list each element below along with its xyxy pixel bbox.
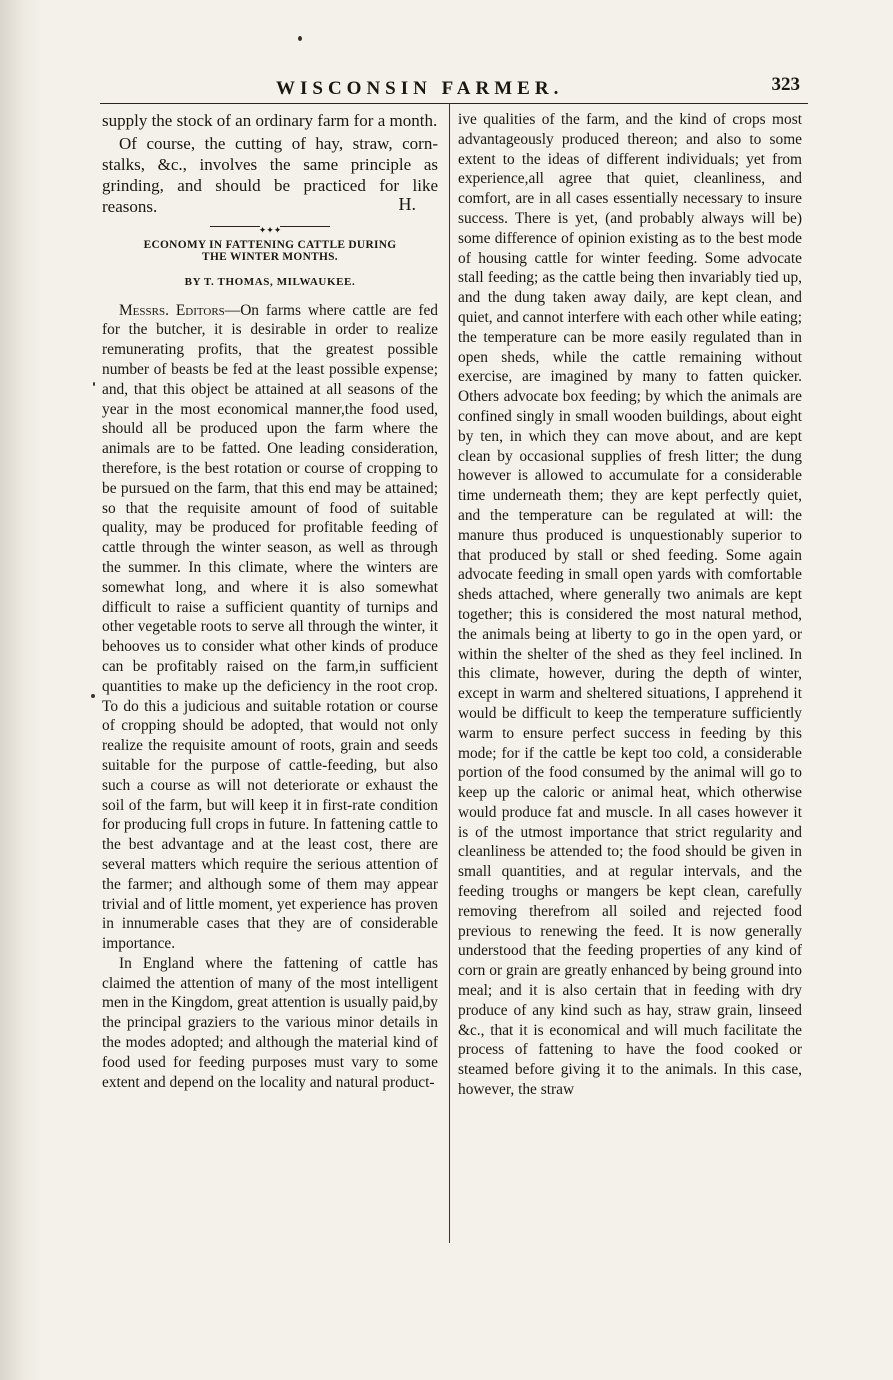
- article-title-line-1: ECONOMY IN FATTENING CATTLE DURING: [143, 238, 397, 251]
- ornament-rule-right: [280, 226, 330, 227]
- header-rule: [100, 103, 808, 104]
- article-byline: BY T. THOMAS, MILWAUKEE.: [184, 275, 356, 288]
- right-column: [458, 110, 802, 1100]
- column-divider: [449, 103, 450, 1243]
- ink-speck: [91, 694, 95, 698]
- ornament-rule-left: [210, 226, 260, 227]
- left-column: [102, 110, 438, 1092]
- running-title: WISCONSIN FARMER.: [276, 78, 564, 99]
- ornament-diamonds: ✦✦✦: [258, 224, 282, 235]
- continued-paragraph: supply the stock of an ordinary farm for a month.: [102, 111, 438, 130]
- ink-speck: [298, 36, 302, 41]
- article-paragraph: In England where the fattening of cattle has claimed the attention of many of the most intelligent men in the Kingdom, great attention is usually paid,by the principal graziers to the various minor details in the modes adopted; and although the material kind of food used for feeding purposes must vary to some extent and depend on the locality and natural product-: [102, 954, 438, 1091]
- page-binding-shadow: [0, 0, 42, 1380]
- section-ornament: [102, 221, 438, 235]
- continued-paragraph: Of course, the cutting of hay, straw, corn-stalks, &c., involves the same principle as grinding, and should be practiced for like reasons.: [102, 134, 438, 216]
- ink-speck: [93, 382, 95, 386]
- article-paragraph: [102, 301, 438, 954]
- signature: H.: [398, 194, 416, 214]
- paragraph-text: —On farms where cattle are fed for the butcher, it is desirable in order to realize remunerating profits, that the greatest possible number of beasts be fed at the least possible expense; and, that this object be attained at all seasons of the year in the most economical manner,the food used, should all be produced upon the farm where the animals are to be fatted. One leading consideration, therefore, is the best rotation or course of cropping to be pursued on the farm, that this end may be attained; so that the requisite amount of food of suitable quality, may be produced for profitable feeding of cattle through the winter season, as well as through the summer. In this climate, where the winters are somewhat long, and where it is also somewhat difficult to raise a sufficient quantity of turnips and other vegetable roots to serve all through the winter, it behooves us to consider what other kinds of produce can be profitably raised on the farm,in sufficient quantities to make up the deficiency in the root crop. To do this a judicious and suitable rotation or course of cropping should be adopted, that would not only realize the requisite amount of roots, grain and seeds suitable for the purpose of cattle-feeding, but also such a course as will not deteriorate or exhaust the soil of the farm, but will keep it in first-rate condition for producing full crops in future. In fattening cattle to the best advantage and at the least cost, there are several matters which require the serious attention of the farmer; and although some of them may appear trivial and of little moment, yet experience has proven in innumerable cases that they are of considerable importance.: [102, 301, 439, 953]
- page-header: [100, 74, 800, 104]
- article-title: [102, 239, 438, 263]
- article-paragraph-continued: ive qualities of the farm, and the kind of crops most advantageously produced thereon; and also to some extent to the ideas of different individuals; yet from experience,all agree that quiet, cleanliness, and comfort, are in all cases essentially necessary to insure success. There is yet, (and probably always will be) some difference of opinion existing as to the best mode of housing cattle for winter feeding. Some advocate stall feeding; as the cattle being then invariably tied up, and the dung taken away daily, are kept clean, and quiet, and cannot interfere with each other while eating; the temperature can be more easily regulated than in open sheds, while the cattle remaining without exercise, are imagined by many to fatten quicker. Others advocate box feeding; by which the animals are confined singly in small wooden buildings, about eight by ten, in which they can move about, and are kept clean by occasional supplies of fresh litter; the dung however is allowed to accumulate for a considerable time underneath them; they are kept perfectly quiet, and the temperature can be regulated at will: the manure thus produced is unquestionably superior to that produced by stall or shed feeding. Some again advocate feeding in small open yards with comfortable sheds attached, where generally two animals are kept together; this is considered the most natural method, the animals being at liberty to go in the open yard, or within the shelter of the shed as they feel inclined. In this climate, however, during the depth of winter, except in warm and sheltered situations, I apprehend it would be difficult to keep the temperature sufficiently warm to ensure perfect success in feeding by this mode; for if the cattle be kept too cold, a considerable portion of the food consumed by the animal will go to keep up the caloric or animal heat, which otherwise would produce fat and muscle. In all cases however it is of the utmost importance that strict regularity and cleanliness be attended to; the food should be given in small quantities, and at regular intervals, and the feeding troughs or mangers be kept clean, carefully removing therefrom all soiled and rejected food previous to renewing the feed. It is now generally understood that the feeding properties of any kind of corn or grain are greatly enhanced by being ground into meal; and it is also certain that in feeding with dry produce of any kind such as hay, straw grain, linseed &c., that it is economical and will much facilitate the process of fattening to have the food cooked or steamed before giving it to the animals. In this case, however, the straw: [458, 111, 803, 1099]
- article-title-line-2: THE WINTER MONTHS.: [202, 250, 338, 263]
- page-number: 323: [771, 74, 800, 95]
- salutation: Messrs. Editors: [119, 301, 225, 319]
